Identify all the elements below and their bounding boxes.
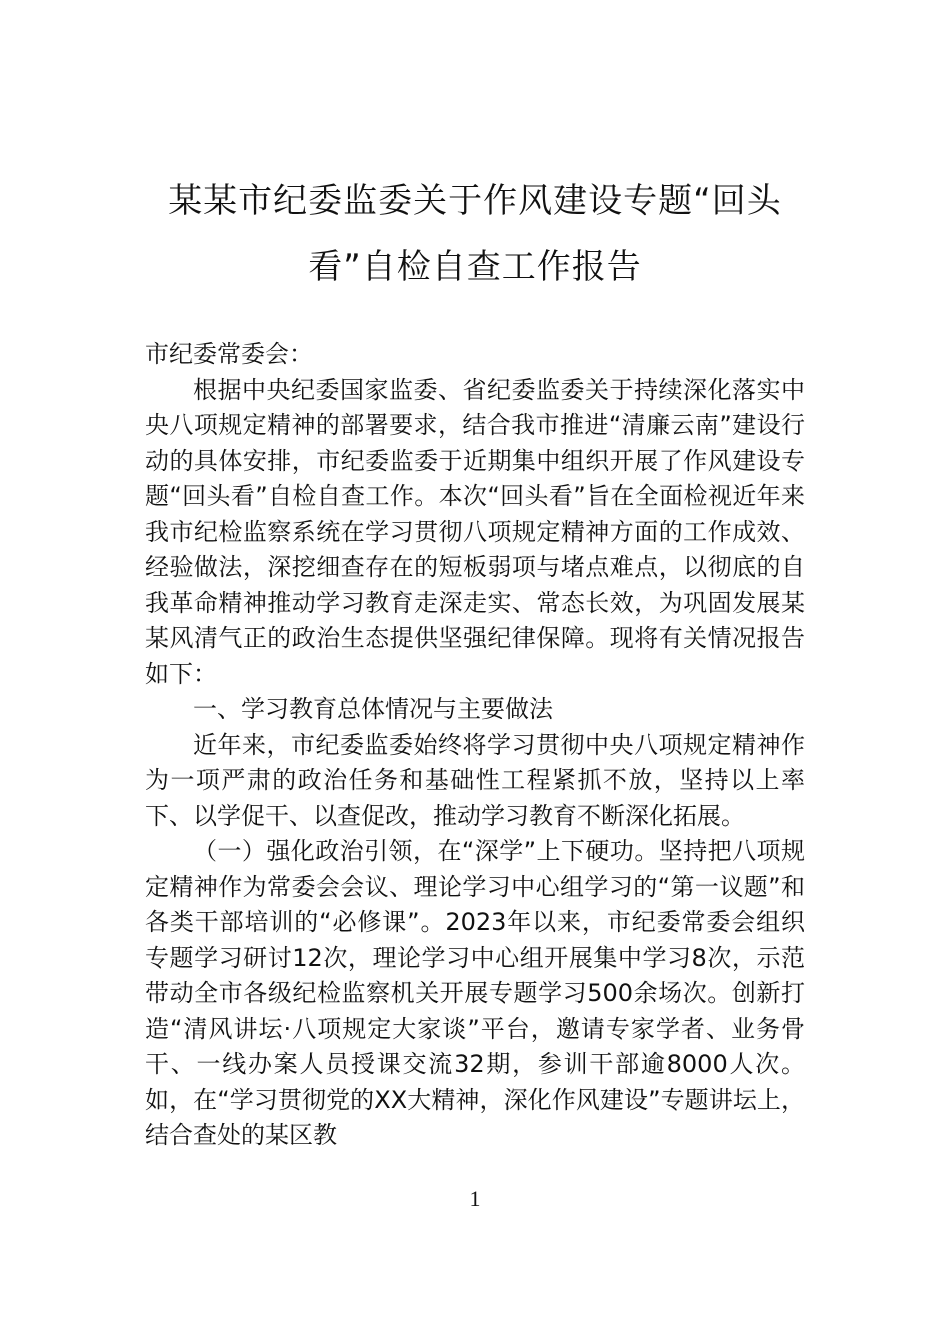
document-body <box>145 337 805 1154</box>
document-title <box>130 168 820 300</box>
title-line-2: 看”自检自查工作报告 <box>308 247 642 287</box>
title-line-1: 某某市纪委监委关于作风建设专题“回头 <box>168 181 782 221</box>
paragraph-overview: 近年来，市纪委监委始终将学习贯彻中央八项规定精神作为一项严肃的政治任务和基础性工程紧抓不放，坚持以上率下、以学促干、以查促改，推动学习教育不断深化拓展。 <box>145 730 805 830</box>
salutation: 市纪委常委会： <box>145 340 313 368</box>
section-heading-1: 一、学习教育总体情况与主要做法 <box>193 695 553 723</box>
paragraph-subsection-1: （一）强化政治引领，在“深学”上下硬功。坚持把八项规定精神作为常委会会议、理论学习中心组学习的“第一议题”和各类干部培训的“必修课”。2023年以来，市纪委常委会组织专题学习研讨12次，理论学习中心组开展集中学习8次，示范带动全市各级纪检监察机关开展专题学习500余场次。创新打造“清风讲坛·八项规定大家谈”平台，邀请专家学者、业务骨干、一线办案人员授课交流32期，参训干部逾8000人次。如，在“学习贯彻党的XX大精神，深化作风建设”专题讲坛上，结合查处的某区教 <box>145 837 805 1149</box>
paragraph-intro: 根据中央纪委国家监委、省纪委监委关于持续深化落实中央八项规定精神的部署要求，结合我市推进“清廉云南”建设行动的具体安排，市纪委监委于近期集中组织开展了作风建设专题“回头看”自检自查工作。本次“回头看”旨在全面检视近年来我市纪检监察系统在学习贯彻八项规定精神方面的工作成效、经验做法，深挖细查存在的短板弱项与堵点难点，以彻底的自我革命精神推动学习教育走深走实、常态长效，为巩固发展某某风清气正的政治生态提供坚强纪律保障。现将有关情况报告如下： <box>145 375 805 688</box>
page-number: 1 <box>469 1186 481 1211</box>
